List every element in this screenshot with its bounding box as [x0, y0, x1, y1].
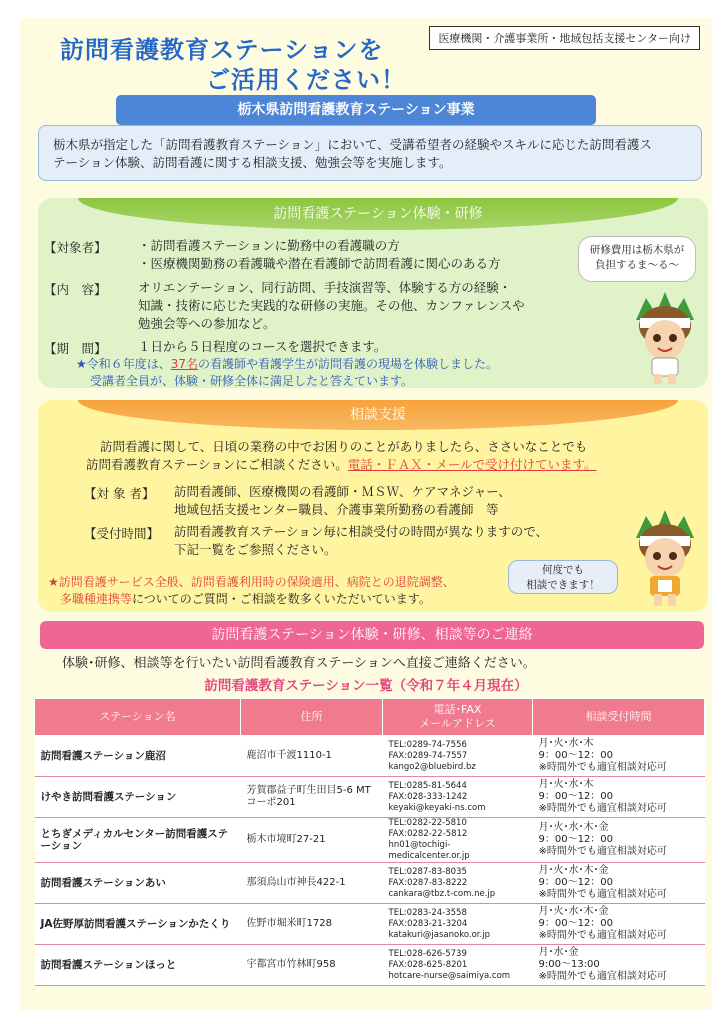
col-header-email: メールアドレス [419, 717, 496, 730]
target-label: 【対象者】 [44, 240, 107, 255]
station-address: 那須烏山市神長422-1 [241, 863, 383, 904]
target-item-1: ・訪問看護ステーションに勤務中の看護職の方 [138, 238, 400, 253]
station-note: ※時間外でも適宜相談対応可 [538, 803, 667, 814]
consult-target-1: 訪問看護師、医療機関の看護師・ＭＳＷ、ケアマネジャー、 [174, 484, 511, 499]
consult-body-1: 訪問看護に関して、日頃の業務の中でお困りのことがありましたら、ささいなことでも [100, 439, 588, 454]
consult-hours-2: 下記一覧をご参照ください。 [174, 542, 337, 557]
training-section [38, 198, 708, 388]
mascot-character-icon [626, 290, 704, 386]
station-days: 月･火･水･木 [538, 779, 594, 790]
station-address: 鹿沼市千渡1110-1 [241, 736, 383, 777]
intro-line-1: 栃木県が指定した「訪問看護教育ステーション」において、受講希望者の経験やスキルに応じた訪問看護ス [53, 137, 652, 152]
consult-hours-label: 【受付時間】 [84, 526, 160, 541]
station-address: 宇都宮市竹林町958 [241, 945, 383, 986]
station-contact [383, 945, 533, 986]
station-table [34, 698, 705, 986]
content-line-2: 知識・技術に応じた実践的な研修の実施。その他、カンファレンスや [138, 298, 525, 313]
note-prefix: ★令和６年度は、 [76, 357, 171, 371]
station-hours [533, 945, 705, 986]
station-time: 9:00～13:00 [538, 959, 600, 970]
station-time: 9：00～12：00 [538, 918, 614, 929]
consult-topics-1: ★訪問看護サービス全般、訪問看護利用時の保険適用、病院との退院調整、 [48, 575, 455, 589]
program-name-bar: 栃木県訪問看護教育ステーション事業 [116, 95, 596, 125]
bubble-line-1: 研修費用は栃木県が [589, 244, 685, 256]
station-time: 9：00～12：00 [538, 791, 614, 802]
station-time: 9：00～12：00 [538, 877, 614, 888]
station-hours [533, 777, 705, 818]
col-header-station: ステーション名 [35, 699, 241, 736]
satisfaction-note: 受講者全員が、体験・研修全体に満足したと答えています。 [90, 374, 414, 388]
table-row [35, 904, 705, 945]
station-tel: TEL:0283-24-3558 [388, 907, 467, 918]
consult-topics-2-rest: についてのご質問・ご相談を数多くいただいています。 [132, 592, 431, 606]
station-hours [533, 818, 705, 863]
station-note: ※時間外でも適宜相談対応可 [538, 930, 667, 941]
audience-label: 医療機関・介護事業所・地域包括支援センター向け [429, 26, 700, 50]
page-title-line2: ご活用ください！ [206, 66, 406, 94]
table-header-row [35, 699, 705, 736]
station-days: 月･水･金 [538, 947, 579, 958]
page-title-line1: 訪問看護教育ステーションを [60, 36, 384, 64]
station-tel: TEL:0287-83-8035 [388, 866, 467, 877]
station-email[interactable]: cankara@tbz.t-com.ne.jp [388, 888, 496, 899]
station-hours [533, 863, 705, 904]
station-name: けやき訪問看護ステーション [35, 777, 241, 818]
station-email[interactable]: keyaki@keyaki-ns.com [388, 802, 486, 813]
station-contact [383, 777, 533, 818]
station-fax: FAX:0289-74-7557 [388, 750, 468, 761]
consult-bubble-line-1: 何度でも [542, 564, 584, 576]
station-contact [383, 818, 533, 863]
station-days: 月･火･水･木･金 [538, 906, 609, 917]
consult-speech-bubble [508, 560, 618, 594]
col-header-address: 住所 [241, 699, 383, 736]
consult-target-label: 【対 象 者】 [84, 486, 155, 501]
station-email[interactable]: katakuri@jasanoko.or.jp [388, 929, 490, 940]
station-fax: FAX:028-333-1242 [388, 791, 468, 802]
consult-contact-highlight: 電話・ＦＡＸ・メールで受け付けています。 [347, 457, 597, 472]
station-contact [383, 863, 533, 904]
station-fax: FAX:0283-21-3204 [388, 918, 468, 929]
station-email[interactable]: hn01@tochigi-medicalcenter.or.jp [388, 840, 470, 861]
note-count: 37名 [170, 357, 199, 371]
consult-target-2: 地域包括支援センター職員、介護事業所勤務の看護師 等 [174, 502, 499, 517]
period-label: 【期 間】 [44, 341, 107, 356]
col-header-hours: 相談受付時間 [533, 699, 705, 736]
contact-direct-note: 体験･研修、相談等を行いたい訪問看護教育ステーションへ直接ご連絡ください。 [62, 656, 536, 671]
station-contact [383, 736, 533, 777]
content-label: 【内 容】 [44, 282, 107, 297]
table-row [35, 818, 705, 863]
consult-section [38, 400, 708, 612]
table-row [35, 863, 705, 904]
station-name: 訪問看護ステーションほっと [35, 945, 241, 986]
content-line-3: 勉強会等への参加など。 [138, 316, 276, 331]
station-time: 9：00～12：00 [538, 834, 614, 845]
station-note: ※時間外でも適宜相談対応可 [538, 762, 667, 773]
station-tel: TEL:0285-81-5644 [388, 780, 467, 791]
station-name: 訪問看護ステーション鹿沼 [35, 736, 241, 777]
consult-bubble-line-2: 相談できます！ [526, 579, 600, 591]
table-row [35, 736, 705, 777]
training-result-note [76, 356, 498, 373]
station-days: 月･火･水･木･金 [538, 822, 609, 833]
col-header-contact [383, 699, 533, 736]
training-heading: 訪問看護ステーション体験・研修 [78, 198, 678, 230]
contact-bar: 訪問看護ステーション体験・研修、相談等のご連絡 [40, 621, 704, 649]
col-header-phone: 電話･FAX [433, 703, 482, 716]
station-days: 月･火･水･木･金 [538, 865, 609, 876]
consult-topics-2 [60, 591, 431, 608]
program-intro [38, 125, 702, 181]
consult-body-2-prefix: 訪問看護教育ステーションにご相談ください。 [86, 457, 348, 472]
station-address: 芳賀郡益子町生田目5-6 MTコーポ201 [241, 777, 383, 818]
station-address: 佐野市堀米町1728 [241, 904, 383, 945]
station-time: 9：00～12：00 [538, 750, 614, 761]
station-hours [533, 736, 705, 777]
flyer [20, 18, 712, 1010]
station-hours [533, 904, 705, 945]
station-days: 月･火･水･木 [538, 738, 594, 749]
station-email[interactable]: hotcare-nurse@saimiya.com [388, 970, 511, 981]
note-suffix: の看護師や看護学生が訪問看護の現場を体験しました。 [198, 357, 499, 371]
consult-heading: 相談支援 [78, 400, 678, 430]
station-email[interactable]: kango2@bluebird.bz [388, 761, 476, 772]
bubble-line-2: 負担するま〜る～ [595, 259, 679, 271]
intro-line-2: テーション体験、訪問看護に関する相談支援、勉強会等を実施します。 [53, 155, 452, 170]
station-name: 訪問看護ステーションあい [35, 863, 241, 904]
content-line-1: オリエンテーション、同行訪問、手技演習等、体験する方の経験・ [138, 280, 512, 295]
consult-topics-2-red: 多職種連携等 [60, 592, 133, 606]
target-item-2: ・医療機関勤務の看護職や潜在看護師で訪問看護に関心のある方 [138, 256, 501, 271]
station-note: ※時間外でも適宜相談対応可 [538, 846, 667, 857]
consult-body-2 [86, 456, 597, 474]
station-tel: TEL:0289-74-7556 [388, 739, 467, 750]
station-fax: FAX:0287-83-8222 [388, 877, 468, 888]
station-note: ※時間外でも適宜相談対応可 [538, 889, 667, 900]
cost-speech-bubble [578, 236, 696, 282]
consult-hours-1: 訪問看護教育ステーション毎に相談受付の時間が異なりますので、 [174, 524, 549, 539]
station-fax: FAX:0282-22-5812 [388, 829, 468, 839]
mascot-character-icon [626, 508, 704, 608]
table-row [35, 777, 705, 818]
station-address: 栃木市境町27-21 [241, 818, 383, 863]
station-name: JA佐野厚訪問看護ステーションかたくり [35, 904, 241, 945]
station-contact [383, 904, 533, 945]
station-name: とちぎメディカルセンター訪問看護ステーション [35, 818, 241, 863]
station-tel: TEL:0282-22-5810 [388, 818, 467, 828]
station-note: ※時間外でも適宜相談対応可 [538, 971, 667, 982]
station-fax: FAX:028-625-8201 [388, 959, 468, 970]
station-tel: TEL:028-626-5739 [388, 948, 467, 959]
table-row [35, 945, 705, 986]
station-list-title: 訪問看護教育ステーション一覧（令和７年４月現在） [204, 678, 528, 694]
period-text: １日から５日程度のコースを選択できます。 [138, 339, 387, 354]
